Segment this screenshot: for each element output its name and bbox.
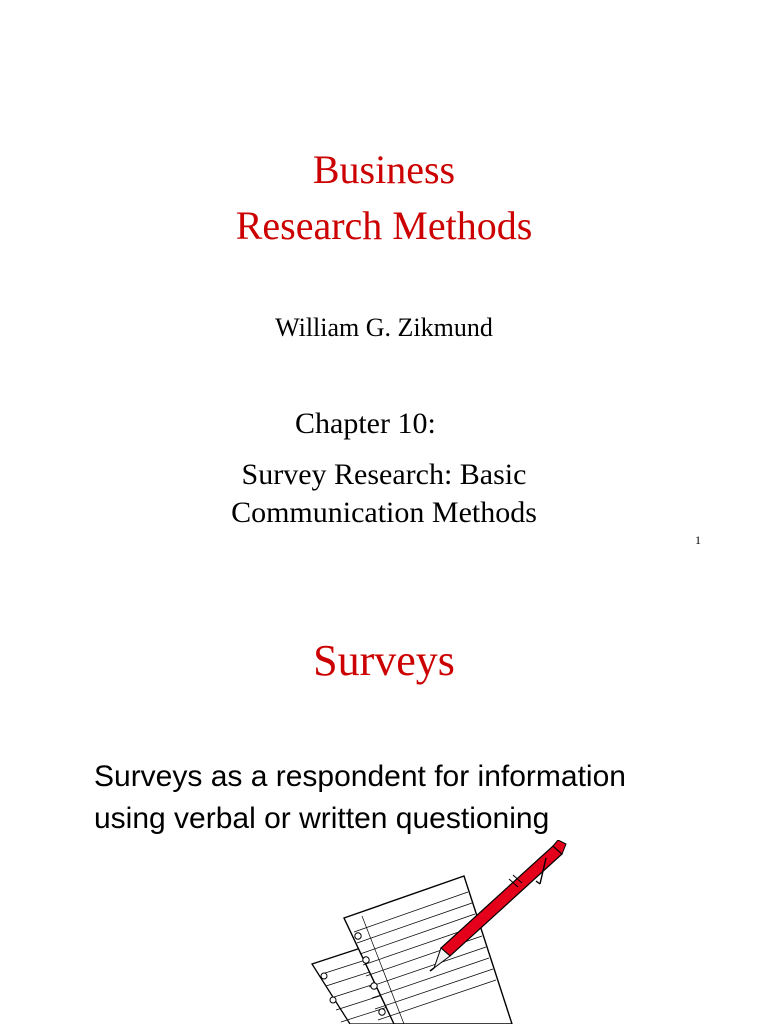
slide-2 xyxy=(0,560,768,1024)
page-number: 1 xyxy=(695,533,701,547)
paper-and-pen-icon xyxy=(300,840,570,1024)
author-name: William G. Zikmund xyxy=(275,313,493,342)
body-line-1: Surveys as a respondent for information xyxy=(94,760,626,793)
subtitle-line-2: Communication Methods xyxy=(231,496,537,529)
slide-heading: Surveys xyxy=(313,636,455,685)
body-line-2: using verbal or written questioning xyxy=(94,802,550,835)
subtitle-line-1: Survey Research: Basic xyxy=(241,458,527,491)
title-line-2: Research Methods xyxy=(235,203,533,248)
title-line-1: Business xyxy=(312,147,456,192)
chapter-label: Chapter 10: xyxy=(295,407,436,440)
chapter-subtitle xyxy=(0,456,768,532)
slide-body-text xyxy=(94,756,714,840)
